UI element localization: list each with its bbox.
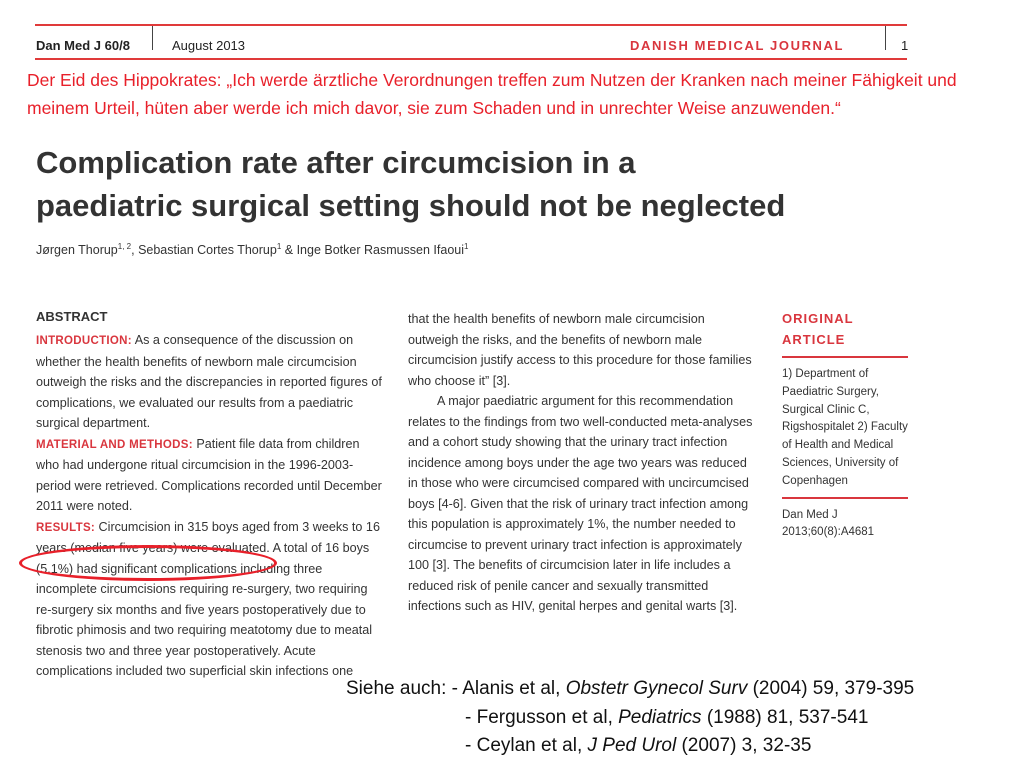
article-sidebar: [782, 308, 912, 542]
body-paragraph: A major paediatric argument for this recommendation relates to the findings from two well-conducted meta-analyses and a cohort study showing that the urinary tract infection incidence among boys under the age two years was reduced in those who were circumcised compared with uncircumcised boys [4-6]. Given that the risk of urinary tract infection among this population is approximately 1%, the number needed to circumcise to prevent urinary tract infection is approximately 100 [3]. The benefits of circumcision later in life includes a reduced risk of penile cancer and sexually transmitted infections such as HIV, genital herpes and genital warts [3].: [408, 394, 753, 613]
citation: Dan Med J 2013;60(8):A4681: [782, 508, 875, 539]
author-list: [36, 242, 468, 257]
header-top-rule: [35, 24, 907, 26]
article-type-line: ORIGINAL: [782, 311, 854, 326]
see-also-references: [346, 675, 914, 761]
reference-item: [346, 675, 914, 704]
reference-authors: - Fergusson et al,: [465, 706, 619, 728]
title-line: paediatric surgical setting should not be neglected: [36, 188, 786, 223]
section-text: Patient file data from children who had undergone ritual circumcision in the 1996-2003-period were retrieved. Complications recorded until December 2011 were noted.: [36, 436, 382, 513]
reference-item: [346, 704, 914, 733]
page-number: 1: [901, 38, 909, 53]
sidebar-rule: [782, 356, 908, 358]
issue-date: August 2013: [172, 38, 246, 53]
abstract-methods: [36, 434, 386, 517]
reference-authors: Alanis et al,: [462, 678, 566, 699]
abstract-heading: ABSTRACT: [36, 309, 108, 324]
section-text: Circumcision in 315 boys aged from 3 weeks to 16 years (median five years) were evaluated. A total of 16 boys (5.1%) had significant complications including three incomplete circumcisions requiring re-surgery, two requiring re-surgery six months and five years postoperatively due to fibrotic phimosis and two requiring meatotomy due to meatal stenosis two and three year postoperatively. Acute complications included two superficial skin infections one: [36, 519, 380, 678]
sidebar-rule: [782, 497, 908, 499]
reference-details: (2004) 59, 379-395: [747, 678, 915, 699]
section-label: MATERIAL AND METHODS:: [36, 438, 193, 451]
reference-item: [346, 732, 914, 761]
abstract-introduction: [36, 330, 386, 434]
see-also-lead: Siehe auch: -: [346, 678, 463, 699]
article-title: [36, 141, 936, 227]
affiliations: 1) Department of Paediatric Surgery, Surgical Clinic C, Rigshospitalet 2) Faculty of Health and Medical Sciences, University of Copenhagen: [782, 368, 908, 487]
author-affiliation-marker: 1: [276, 242, 282, 251]
highlight-ellipse: [19, 545, 277, 581]
header-bottom-rule: [35, 58, 907, 60]
author-affiliation-marker: 1: [464, 242, 469, 251]
reference-journal: J Ped Urol: [587, 735, 677, 756]
section-text: As a consequence of the discussion on whether the health benefits of newborn male circumcision outweigh the risks and the discrepancies in reported figures of complications, we evaluated our results from a paediatric surgical department.: [36, 333, 382, 430]
reference-authors: - Ceylan et al,: [465, 735, 588, 756]
body-column: [408, 309, 753, 617]
abstract-body: [36, 330, 386, 682]
hippocratic-oath-quote: Der Eid des Hippokrates: „Ich werde ärztliche Verordnungen treffen zum Nutzen der Kranken nach meiner Fähigkeit und meinem Urteil, hüten aber werde ich mich davor, sie zum Schaden und in unrechter Weise anzuwenden.“: [27, 70, 957, 118]
reference-journal: Pediatrics: [618, 706, 702, 728]
author-name: Inge Botker Rasmussen Ifaoui: [296, 243, 465, 258]
reference-journal: Obstetr Gynecol Surv: [565, 678, 748, 699]
title-line: Complication rate after circumcision in a: [36, 145, 636, 180]
author-affiliation-marker: 1, 2: [117, 242, 132, 251]
journal-issue: Dan Med J 60/8: [36, 38, 130, 53]
body-paragraph: that the health benefits of newborn male circumcision outweigh the risks, and the benefits of newborn male circumcision justify access to this procedure for those families who choose it” [3].: [408, 312, 752, 388]
header-divider: [152, 26, 153, 50]
journal-name: DANISH MEDICAL JOURNAL: [630, 38, 845, 53]
author-separator: &: [281, 243, 297, 258]
article-type-line: ARTICLE: [782, 332, 846, 347]
reference-details: (2007) 3, 32-35: [676, 735, 812, 756]
section-label: RESULTS:: [36, 521, 96, 534]
author-name: Sebastian Cortes Thorup: [138, 243, 277, 258]
header-divider: [885, 26, 886, 50]
author-separator: ,: [131, 243, 139, 258]
article-type: [782, 308, 912, 350]
abstract-results: [36, 517, 386, 682]
reference-details: (1988) 81, 537-541: [701, 706, 869, 728]
author-name: Jørgen Thorup: [36, 243, 118, 258]
section-label: INTRODUCTION:: [36, 335, 132, 347]
